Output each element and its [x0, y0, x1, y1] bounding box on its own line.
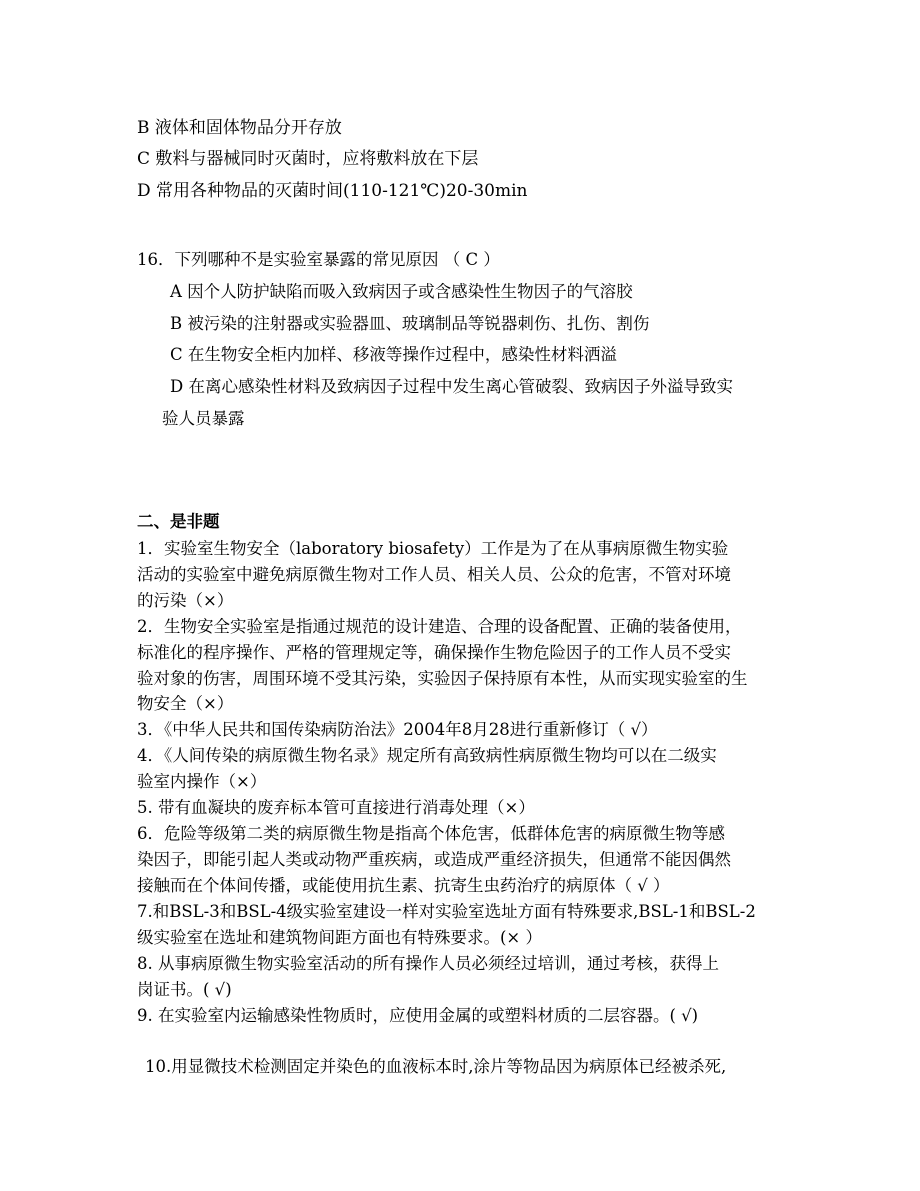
q16-option-d-cont: 验人员暴露	[162, 409, 245, 428]
tf-line: 标准化的程序操作、严格的管理规定等，确保操作生物危险因子的工作人员不受实	[137, 643, 731, 662]
tf-line: 验对象的伤害，周围环境不受其污染，实验因子保持原有本性，从而实现实验室的生	[137, 669, 748, 688]
tf-line: 4．《人间传染的病原微生物名录》规定所有高致病性病原微生物均可以在二级实	[137, 746, 717, 765]
tf-line: 的污染（×）	[137, 591, 234, 610]
tf-line: 7.和BSL-3和BSL-4级实验室建设一样对实验室选址方面有特殊要求,BSL-1和BSL-2	[137, 902, 756, 921]
section-title: 二、是非题	[137, 512, 220, 531]
tf-line: 物安全（×）	[137, 694, 234, 713]
q16-stem: 16．下列哪种不是实验室暴露的常见原因 （ C ）	[137, 250, 500, 269]
q16-option-c: C 在生物安全柜内加样、移液等操作过程中，感染性材料洒溢	[170, 345, 617, 364]
tf-line-10: 10.用显微技术检测固定并染色的血液标本时,涂片等物品因为病原体已经被杀死,	[145, 1057, 727, 1076]
tf-line: 6．危险等级第二类的病原微生物是指高个体危害，低群体危害的病原微生物等感	[137, 824, 725, 843]
tf-line: 5. 带有血凝块的废弃标本管可直接进行消毒处理（×）	[137, 798, 535, 817]
q15-option-b: B 液体和固体物品分开存放	[137, 118, 342, 138]
tf-line: 岗证书。( √)	[137, 980, 232, 999]
q16-option-a: A 因个人防护缺陷而吸入致病因子或含感染性生物因子的气溶胶	[170, 282, 633, 301]
tf-line: 活动的实验室中避免病原微生物对工作人员、相关人员、公众的危害，不管对环境	[137, 565, 731, 584]
tf-line: 2．生物安全实验室是指通过规范的设计建造、合理的设备配置、正确的装备使用，	[137, 617, 742, 636]
q15-option-d: D 常用各种物品的灭菌时间(110-121℃)20-30min	[137, 181, 528, 201]
tf-line: 验室内操作（×）	[137, 772, 267, 791]
tf-line: 染因子，即能引起人类或动物严重疾病，或造成严重经济损失，但通常不能因偶然	[137, 850, 731, 869]
tf-line: 级实验室在选址和建筑物间距方面也有特殊要求。(× ）	[137, 928, 543, 947]
tf-line: 8. 从事病原微生物实验室活动的所有操作人员必须经过培训，通过考核，获得上	[137, 954, 719, 973]
q16-option-d: D 在离心感染性材料及致病因子过程中发生离心管破裂、致病因子外溢导致实	[170, 377, 733, 396]
q16-option-b: B 被污染的注射器或实验器皿、玻璃制品等锐器刺伤、扎伤、割伤	[170, 314, 650, 333]
tf-line: 3．《中华人民共和国传染病防治法》2004年8月28进行重新修订（ √）	[137, 720, 658, 739]
tf-line: 接触而在个体间传播，或能使用抗生素、抗寄生虫药治疗的病原体（ √ ）	[137, 876, 670, 895]
tf-line: 1．实验室生物安全（laboratory biosafety）工作是为了在从事病原微生物实验	[137, 539, 729, 558]
tf-line: 9. 在实验室内运输感染性物质时，应使用金属的或塑料材质的二层容器。( √)	[137, 1006, 699, 1025]
q15-option-c: C 敷料与器械同时灭菌时，应将敷料放在下层	[137, 149, 479, 169]
